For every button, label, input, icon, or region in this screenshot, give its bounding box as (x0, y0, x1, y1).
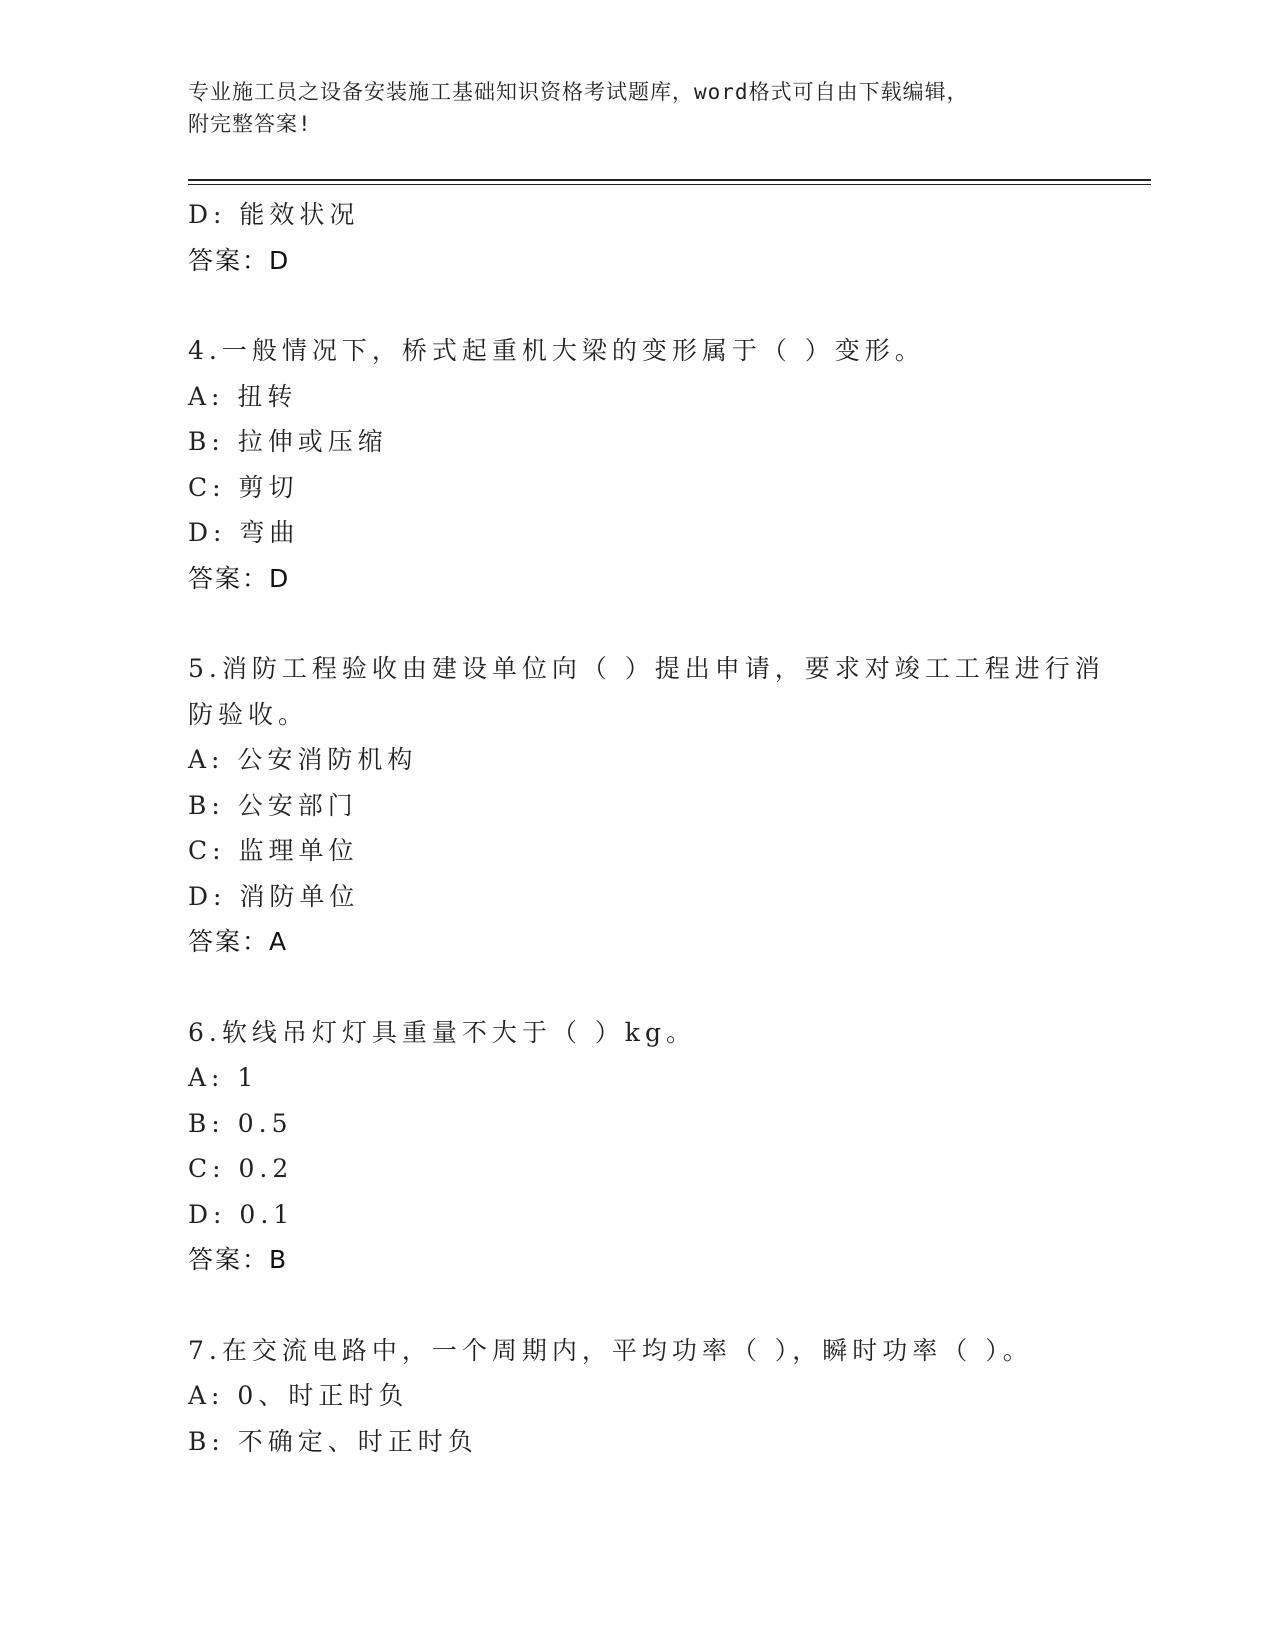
option-d: D: 能效状况 (188, 200, 360, 229)
spacer (188, 1283, 1088, 1328)
option-a: A: 1 (188, 1063, 259, 1092)
header-line-2: 附完整答案! (188, 112, 312, 136)
option-c: C: 剪切 (188, 472, 299, 502)
header-divider-thick (188, 179, 1151, 181)
option-a: A: 公安消防机构 (188, 745, 418, 774)
question-5 (188, 646, 1105, 965)
header-divider-thin (188, 184, 1151, 185)
option-d: D: 消防单位 (188, 881, 360, 911)
question-stem-line-1: 5.消防工程验收由建设单位向（ ）提出申请，要求对竣工工程进行消 (188, 654, 1105, 683)
option-a: A: 0、时正时负 (188, 1381, 409, 1410)
option-c: C: 监理单位 (188, 836, 359, 865)
option-b: B: 0.5 (188, 1108, 293, 1138)
option-a: A: 扭转 (188, 381, 298, 411)
question-stem: 4.一般情况下，桥式起重机大梁的变形属于（ ）变形。 (188, 336, 925, 365)
page-header (188, 76, 1068, 140)
answer-line: 答案：A (188, 927, 289, 956)
answer-line: 答案：D (188, 245, 291, 275)
spacer (188, 601, 1088, 646)
question-stem: 6.软线吊灯灯具重量不大于（ ）kg。 (188, 1017, 696, 1047)
question-content (188, 192, 1105, 1464)
option-c: C: 0.2 (188, 1154, 294, 1183)
option-d: D: 0.1 (188, 1199, 295, 1229)
question-6 (188, 1010, 1088, 1283)
spacer (188, 965, 1088, 1010)
question-stem: 7.在交流电路中，一个周期内，平均功率（ ），瞬时功率（ ）。 (188, 1335, 1033, 1365)
header-line-1: 专业施工员之设备安装施工基础知识资格考试题库，word格式可自由下载编辑， (188, 80, 969, 104)
spacer (188, 283, 1088, 328)
option-d: D: 弯曲 (188, 518, 300, 547)
option-b: B: 拉伸或压缩 (188, 427, 388, 456)
answer-line: 答案：D (188, 563, 291, 593)
question-3-carryover (188, 192, 1088, 283)
question-7 (188, 1328, 1088, 1465)
answer-line: 答案：B (188, 1245, 289, 1274)
question-4 (188, 328, 1088, 601)
option-b: B: 公安部门 (188, 790, 358, 820)
option-b: B: 不确定、时正时负 (188, 1426, 478, 1456)
question-stem-line-2: 防验收。 (188, 699, 309, 729)
